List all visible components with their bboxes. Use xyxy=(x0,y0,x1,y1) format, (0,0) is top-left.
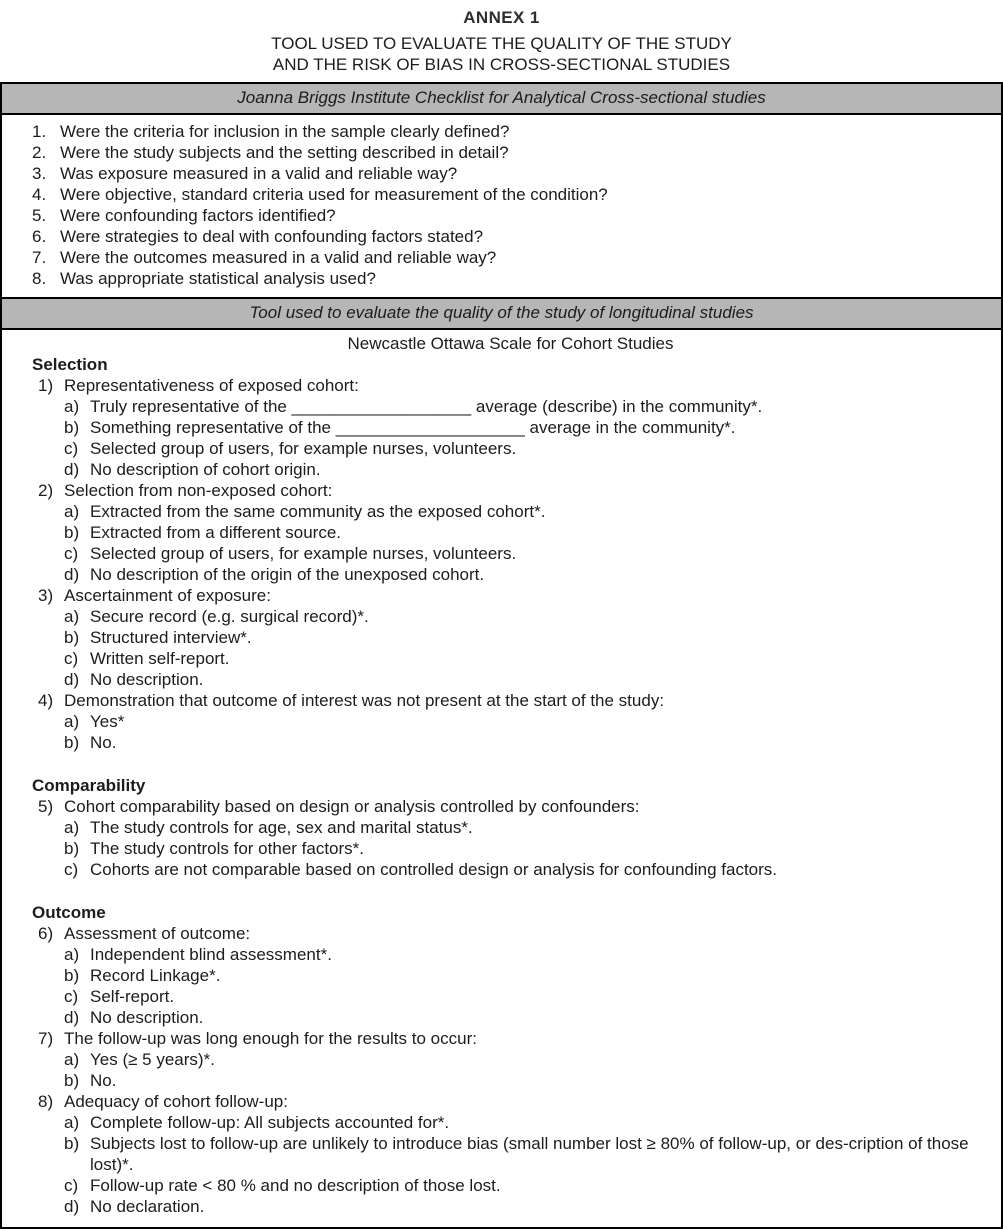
nos-option-letter: b) xyxy=(64,628,80,647)
nos-option xyxy=(64,522,989,543)
nos-option xyxy=(64,438,989,459)
nos-question-number: 6) xyxy=(38,924,54,943)
nos-option xyxy=(64,501,989,522)
nos-question-text: Selection from non-exposed cohort: xyxy=(64,481,333,500)
quality-tools-box xyxy=(0,82,1003,1229)
nos-option-letter: b) xyxy=(64,1071,80,1090)
nos-section-outcome xyxy=(32,902,989,1217)
nos-option xyxy=(64,711,989,732)
jbi-item-text: Were the study subjects and the setting described in detail? xyxy=(60,143,509,162)
nos-option xyxy=(64,986,989,1007)
nos-option-text: Secure record (e.g. surgical record)*. xyxy=(90,607,369,626)
nos-option-letter: c) xyxy=(64,987,79,1006)
nos-option-letter: b) xyxy=(64,1134,80,1153)
nos-option-letter: d) xyxy=(64,1008,80,1027)
nos-option-letter: b) xyxy=(64,839,80,858)
jbi-item-text: Were confounding factors identified? xyxy=(60,206,336,225)
nos-section-heading: Comparability xyxy=(32,776,146,795)
jbi-checklist-item xyxy=(32,247,989,268)
nos-section-heading: Outcome xyxy=(32,903,106,922)
jbi-item-text: Were the outcomes measured in a valid and reliable way? xyxy=(60,248,497,267)
nos-option xyxy=(64,459,989,480)
nos-option xyxy=(64,417,989,438)
nos-scale-title: Newcastle Ottawa Scale for Cohort Studies xyxy=(347,334,674,353)
nos-option xyxy=(64,1007,989,1028)
jbi-section-header: Joanna Briggs Institute Checklist for Analytical Cross-sectional studies xyxy=(2,84,1001,115)
nos-option xyxy=(64,1133,989,1175)
nos-question-number: 5) xyxy=(38,797,54,816)
jbi-checklist-item xyxy=(32,205,989,226)
nos-question-text: Cohort comparability based on design or analysis controlled by confounders: xyxy=(64,797,640,816)
nos-option xyxy=(64,817,989,838)
nos-option-text: Selected group of users, for example nurses, volunteers. xyxy=(90,544,517,563)
nos-question xyxy=(32,1091,989,1112)
jbi-checklist-item xyxy=(32,121,989,142)
nos-option-text: Selected group of users, for example nurses, volunteers. xyxy=(90,439,517,458)
nos-question-number: 3) xyxy=(38,586,54,605)
nos-option-text: No description. xyxy=(90,1008,204,1027)
jbi-item-text: Were strategies to deal with confounding factors stated? xyxy=(60,227,484,246)
nos-section-comparability xyxy=(32,775,989,880)
jbi-checklist-item xyxy=(32,268,989,289)
nos-option-letter: c) xyxy=(64,649,79,668)
jbi-item-number: 1. xyxy=(32,122,47,141)
jbi-item-text: Were the criteria for inclusion in the sample clearly defined? xyxy=(60,122,510,141)
nos-question xyxy=(32,585,989,606)
nos-option-text: Cohorts are not comparable based on controlled design or analysis for confounding factors. xyxy=(90,860,778,879)
jbi-checklist-item xyxy=(32,226,989,247)
nos-question-text: Adequacy of cohort follow-up: xyxy=(64,1092,288,1111)
nos-option xyxy=(64,543,989,564)
document-header xyxy=(0,0,1003,75)
nos-section-heading: Selection xyxy=(32,355,108,374)
jbi-item-number: 6. xyxy=(32,227,47,246)
nos-option-text: Structured interview*. xyxy=(90,628,252,647)
nos-option xyxy=(64,669,989,690)
nos-question-text: Representativeness of exposed cohort: xyxy=(64,376,359,395)
nos-option-letter: b) xyxy=(64,733,80,752)
nos-option-letter: a) xyxy=(64,397,80,416)
nos-option xyxy=(64,1175,989,1196)
nos-question-text: Assessment of outcome: xyxy=(64,924,251,943)
nos-option-letter: c) xyxy=(64,439,79,458)
nos-option xyxy=(64,648,989,669)
jbi-item-number: 8. xyxy=(32,269,47,288)
nos-option-letter: a) xyxy=(64,1050,80,1069)
nos-question xyxy=(32,1028,989,1049)
nos-option-text: Yes (≥ 5 years)*. xyxy=(90,1050,215,1069)
nos-option-letter: c) xyxy=(64,544,79,563)
nos-option-text: The study controls for age, sex and marital status*. xyxy=(90,818,473,837)
nos-option-letter: a) xyxy=(64,712,80,731)
nos-option xyxy=(64,944,989,965)
nos-option-text: Truly representative of the ___________________ average (describe) in the community*. xyxy=(90,397,763,416)
jbi-checklist-item xyxy=(32,163,989,184)
nos-option-text: No. xyxy=(90,733,117,752)
nos-option-letter: a) xyxy=(64,502,80,521)
jbi-item-number: 5. xyxy=(32,206,47,225)
nos-option-text: Independent blind assessment*. xyxy=(90,945,332,964)
nos-option-letter: c) xyxy=(64,1176,79,1195)
jbi-item-number: 2. xyxy=(32,143,47,162)
nos-option xyxy=(64,606,989,627)
nos-option-text: Extracted from the same community as the exposed cohort*. xyxy=(90,502,546,521)
nos-option xyxy=(64,859,989,880)
nos-option xyxy=(64,838,989,859)
nos-question-number: 1) xyxy=(38,376,54,395)
nos-section-header: Tool used to evaluate the quality of the study of longitudinal studies xyxy=(2,297,1001,330)
nos-question-number: 8) xyxy=(38,1092,54,1111)
nos-option-text: Follow-up rate < 80 % and no description of those lost. xyxy=(90,1176,501,1195)
jbi-item-text: Was appropriate statistical analysis used? xyxy=(60,269,376,288)
nos-option xyxy=(64,1049,989,1070)
nos-option-text: Yes* xyxy=(90,712,125,731)
nos-sections xyxy=(32,354,989,1217)
nos-question xyxy=(32,796,989,817)
nos-option-text: The study controls for other factors*. xyxy=(90,839,365,858)
nos-option xyxy=(64,1196,989,1217)
nos-question xyxy=(32,375,989,396)
nos-option xyxy=(64,1112,989,1133)
nos-option xyxy=(64,564,989,585)
nos-option-letter: a) xyxy=(64,607,80,626)
nos-option-letter: a) xyxy=(64,1113,80,1132)
nos-option-letter: a) xyxy=(64,945,80,964)
jbi-checklist-item xyxy=(32,184,989,205)
jbi-item-text: Was exposure measured in a valid and reliable way? xyxy=(60,164,458,183)
jbi-checklist-item xyxy=(32,142,989,163)
nos-option-text: Complete follow-up: All subjects accounted for*. xyxy=(90,1113,450,1132)
nos-option xyxy=(64,732,989,753)
nos-option xyxy=(64,1070,989,1091)
nos-option-text: Something representative of the ____________________ average in the community*. xyxy=(90,418,736,437)
nos-option-letter: b) xyxy=(64,966,80,985)
nos-option xyxy=(64,396,989,417)
nos-content xyxy=(2,330,1001,1227)
nos-option-text: No description of the origin of the unexposed cohort. xyxy=(90,565,485,584)
nos-question xyxy=(32,480,989,501)
document-subtitle-line2: AND THE RISK OF BIAS IN CROSS-SECTIONAL STUDIES xyxy=(272,55,731,74)
nos-option-text: Subjects lost to follow-up are unlikely to introduce bias (small number lost ≥ 80% of follow-up, or des-cription of those lost)*. xyxy=(90,1134,969,1174)
nos-question xyxy=(32,690,989,711)
nos-question-text: The follow-up was long enough for the results to occur: xyxy=(64,1029,477,1048)
nos-section-selection xyxy=(32,354,989,753)
nos-option-text: Record Linkage*. xyxy=(90,966,221,985)
document-subtitle-line1: TOOL USED TO EVALUATE THE QUALITY OF THE STUDY xyxy=(271,34,732,53)
nos-question-number: 2) xyxy=(38,481,54,500)
nos-option-text: No declaration. xyxy=(90,1197,205,1216)
nos-question xyxy=(32,923,989,944)
nos-option-letter: b) xyxy=(64,523,80,542)
nos-option-letter: b) xyxy=(64,418,80,437)
nos-option-letter: c) xyxy=(64,860,79,879)
nos-option-text: No description. xyxy=(90,670,204,689)
nos-option-text: Written self-report. xyxy=(90,649,230,668)
nos-option xyxy=(64,627,989,648)
jbi-checklist xyxy=(2,115,1001,297)
nos-option-letter: d) xyxy=(64,1197,80,1216)
jbi-item-number: 4. xyxy=(32,185,47,204)
nos-question-text: Demonstration that outcome of interest was not present at the start of the study: xyxy=(64,691,665,710)
nos-option-letter: a) xyxy=(64,818,80,837)
nos-question-number: 4) xyxy=(38,691,54,710)
jbi-item-number: 7. xyxy=(32,248,47,267)
nos-question-text: Ascertainment of exposure: xyxy=(64,586,271,605)
nos-question-number: 7) xyxy=(38,1029,54,1048)
jbi-item-text: Were objective, standard criteria used for measurement of the condition? xyxy=(60,185,608,204)
nos-option-text: No description of cohort origin. xyxy=(90,460,321,479)
nos-option-letter: d) xyxy=(64,670,80,689)
nos-option-text: Extracted from a different source. xyxy=(90,523,342,542)
nos-option-text: Self-report. xyxy=(90,987,175,1006)
jbi-item-number: 3. xyxy=(32,164,47,183)
nos-option-text: No. xyxy=(90,1071,117,1090)
annex-title: ANNEX 1 xyxy=(463,8,540,27)
nos-option-letter: d) xyxy=(64,565,80,584)
nos-option-letter: d) xyxy=(64,460,80,479)
nos-option xyxy=(64,965,989,986)
